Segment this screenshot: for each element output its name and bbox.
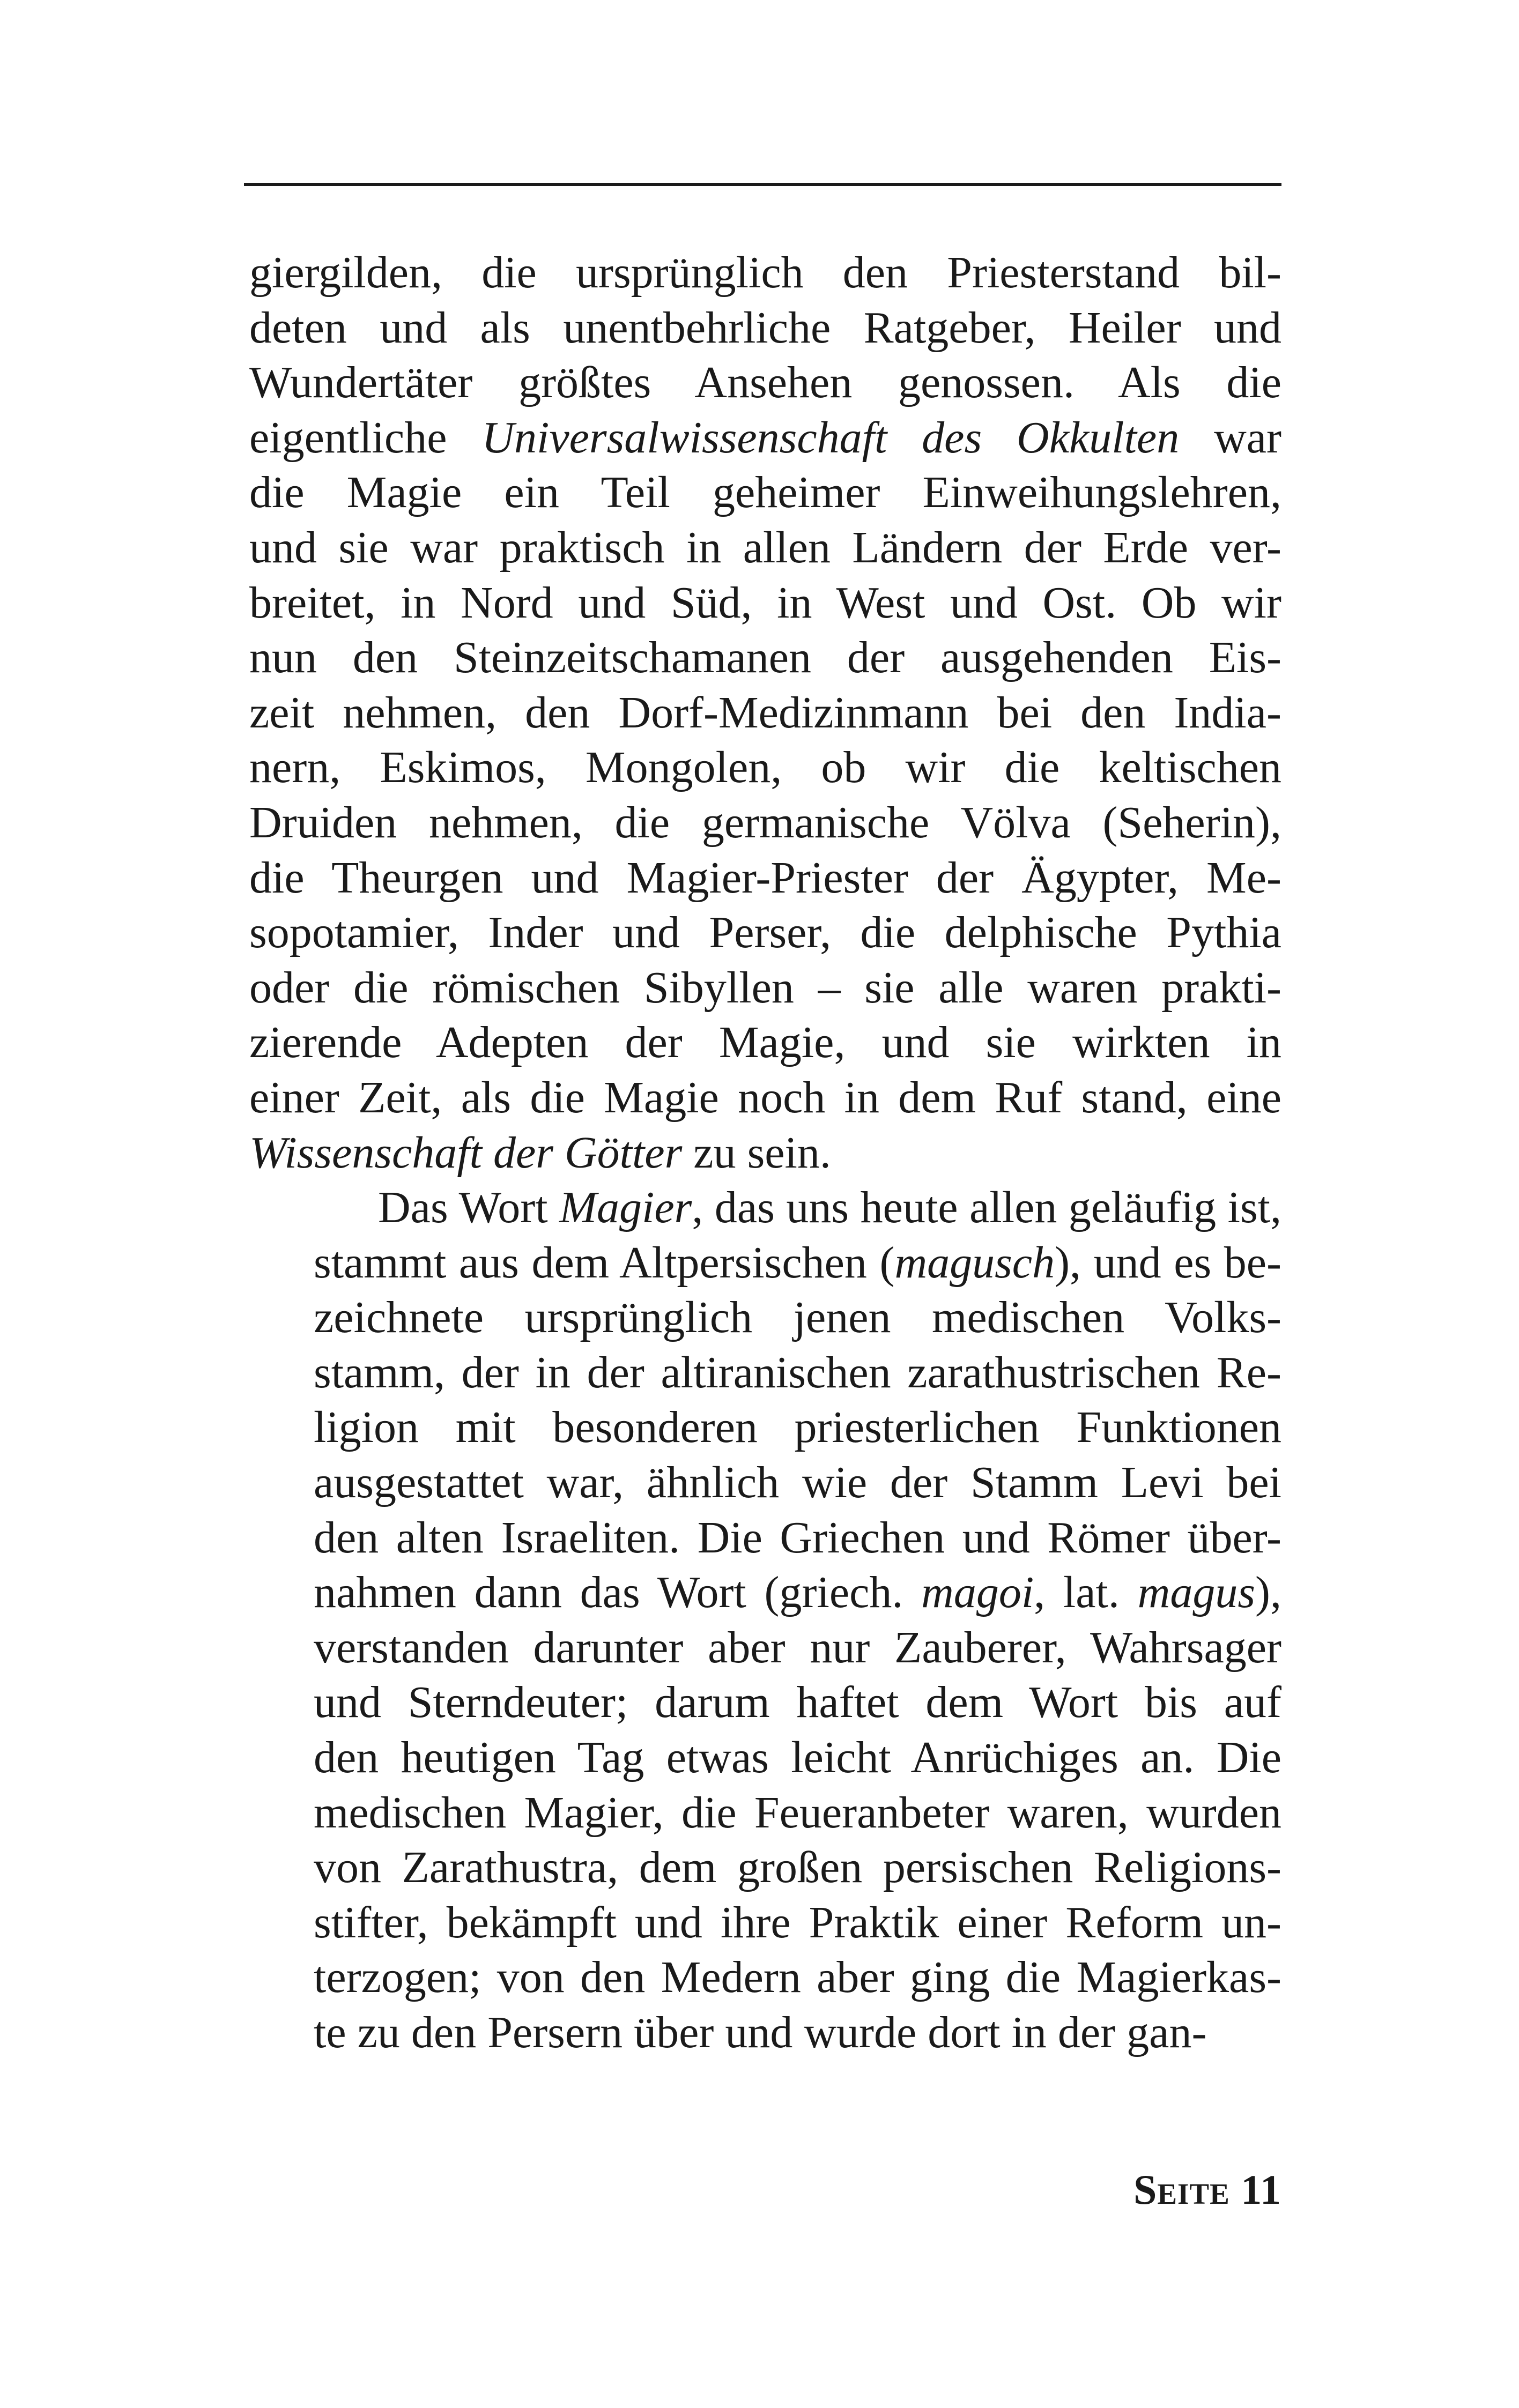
text-segment: sopotamier, Inder und Perser, die delphische Pythia xyxy=(249,908,1281,958)
text-segment: zeichnete ursprünglich jenen medischen Volks- xyxy=(314,1292,1281,1343)
text-line xyxy=(249,1400,1281,1455)
text-line xyxy=(249,1346,1281,1401)
text-line xyxy=(249,851,1281,906)
text-segment: Wundertäter größtes Ansehen genossen. Als die xyxy=(249,358,1281,408)
text-segment: nun den Steinzeitschamanen der ausgehenden Eis- xyxy=(249,633,1281,683)
text-line xyxy=(249,246,1281,301)
italic-text: magoi xyxy=(921,1567,1034,1618)
paragraph xyxy=(249,1180,1281,2061)
italic-text: Wissenschaft der Götter xyxy=(249,1127,683,1178)
text-segment: zu sein. xyxy=(682,1127,831,1178)
text-segment: war xyxy=(1179,412,1282,463)
text-segment: , das uns heute allen geläufig ist, xyxy=(692,1183,1282,1233)
text-segment: ligion mit besonderen priesterlichen Funktionen xyxy=(314,1402,1281,1453)
text-segment: den heutigen Tag etwas leicht Anrüchiges an. Die xyxy=(314,1733,1281,1783)
text-segment: eigentliche xyxy=(249,412,482,463)
text-segment: zeit nehmen, den Dorf-Medizinmann bei den India- xyxy=(249,687,1281,738)
text-segment: stamm, der in der altiranischen zarathustrischen Re- xyxy=(314,1347,1281,1398)
text-line xyxy=(249,1071,1281,1126)
text-line xyxy=(249,411,1281,466)
text-line xyxy=(249,1126,1281,1181)
text-segment: ), und es be- xyxy=(1055,1237,1282,1288)
text-segment: und sie war praktisch in allen Ländern der Erde ver- xyxy=(249,522,1281,573)
text-line xyxy=(249,1786,1281,1841)
text-line xyxy=(249,1290,1281,1346)
text-line xyxy=(249,465,1281,521)
text-segment: verstanden darunter aber nur Zauberer, Wahrsager xyxy=(314,1622,1281,1673)
text-line xyxy=(249,301,1281,356)
text-segment: terzogen; von den Medern aber ging die Magierkas- xyxy=(314,1952,1281,2003)
text-line xyxy=(249,1675,1281,1730)
text-line xyxy=(249,630,1281,686)
text-line xyxy=(249,1236,1281,1291)
text-segment: von Zarathustra, dem großen persischen Religions- xyxy=(314,1842,1281,1893)
text-segment: und Sterndeuter; darum haftet dem Wort bis auf xyxy=(314,1677,1281,1728)
text-line xyxy=(249,355,1281,411)
text-line xyxy=(249,905,1281,961)
text-line xyxy=(249,1840,1281,1896)
text-line xyxy=(249,2005,1281,2061)
text-segment: stammt aus dem Altpersischen ( xyxy=(314,1237,895,1288)
italic-text: magus xyxy=(1137,1567,1256,1618)
text-line xyxy=(249,1180,1281,1236)
text-line xyxy=(249,686,1281,741)
text-segment: einer Zeit, als die Magie noch in dem Ruf stand, eine xyxy=(249,1072,1281,1123)
text-segment: oder die römischen Sibyllen – sie alle waren prakti- xyxy=(249,962,1281,1013)
text-segment: Das Wort xyxy=(378,1183,560,1233)
text-line xyxy=(249,1950,1281,2005)
text-line xyxy=(249,1455,1281,1511)
text-segment: medischen Magier, die Feueranbeter waren, wurden xyxy=(314,1787,1281,1838)
italic-text: Magier xyxy=(559,1183,692,1233)
text-line xyxy=(249,796,1281,851)
text-segment: die Magie ein Teil geheimer Einweihungslehren, xyxy=(249,467,1281,518)
text-segment: nahmen dann das Wort (griech. xyxy=(314,1567,922,1618)
text-line xyxy=(249,961,1281,1016)
text-line xyxy=(249,1511,1281,1566)
text-segment: te zu den Persern über und wurde dort in der gan- xyxy=(314,2008,1207,2057)
text-line xyxy=(249,740,1281,796)
text-line xyxy=(249,1730,1281,1786)
text-segment: die Theurgen und Magier-Priester der Ägypter, Me- xyxy=(249,852,1281,903)
text-line xyxy=(249,1015,1281,1071)
italic-text: magusch xyxy=(894,1237,1055,1288)
text-line xyxy=(249,576,1281,631)
text-segment: ausgestattet war, ähnlich wie der Stamm Levi bei xyxy=(314,1458,1281,1508)
text-segment: zierende Adepten der Magie, und sie wirkten in xyxy=(249,1017,1281,1068)
page-body-text xyxy=(249,246,1281,2061)
text-line xyxy=(249,1621,1281,1676)
text-line xyxy=(249,521,1281,576)
text-segment: Druiden nehmen, die germanische Völva (Seherin), xyxy=(249,797,1281,848)
text-segment: nern, Eskimos, Mongolen, ob wir die keltischen xyxy=(249,742,1281,793)
paragraph xyxy=(249,246,1281,1180)
italic-text: Universalwissenschaft des Okkulten xyxy=(481,412,1180,463)
text-segment: den alten Israeliten. Die Griechen und Römer über- xyxy=(314,1512,1281,1563)
text-line xyxy=(249,1565,1281,1621)
text-segment: , lat. xyxy=(1034,1567,1138,1618)
text-segment: ), xyxy=(1255,1567,1281,1618)
text-line xyxy=(249,1896,1281,1951)
text-segment: breitet, in Nord und Süd, in West und Ost. Ob wir xyxy=(249,577,1281,628)
text-segment: deten und als unentbehrliche Ratgeber, Heiler und xyxy=(249,302,1281,353)
header-rule xyxy=(244,183,1281,186)
text-segment: giergilden, die ursprünglich den Priesterstand bil- xyxy=(249,248,1281,298)
page-number: Seite 11 xyxy=(1133,2166,1281,2213)
text-segment: stifter, bekämpft und ihre Praktik einer Reform un- xyxy=(314,1897,1281,1948)
